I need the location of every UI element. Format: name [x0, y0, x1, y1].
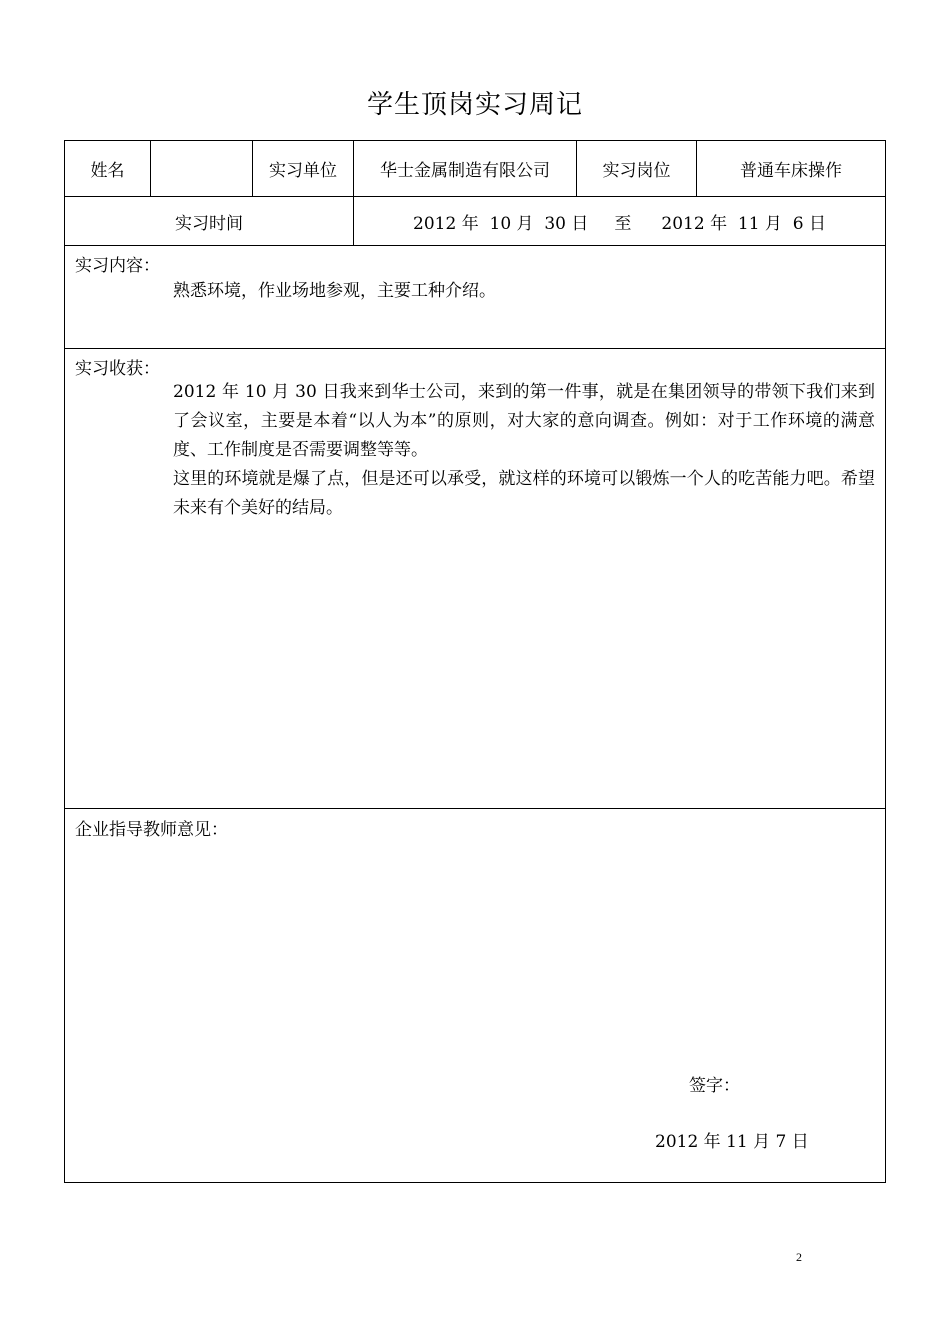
opinion-label: 企业指导教师意见： [75, 820, 228, 840]
signature-label: 签字： [689, 1076, 740, 1096]
time-separator: 至 [614, 213, 632, 234]
content-label: 实习内容： [75, 256, 160, 276]
time-end: 2012 年 11 月 6 日 [661, 213, 826, 234]
name-label: 姓名 [90, 161, 125, 181]
time-start: 2012 年 10 月 30 日 [413, 213, 589, 234]
content-text: 熟悉环境，作业场地参观，主要工种介绍。 [173, 281, 496, 301]
post-value: 普通车床操作 [740, 161, 842, 181]
harvest-paragraph: 这里的环境就是爆了点，但是还可以承受，就这样的环境可以锻炼一个人的吃苦能力吧。希望未来有个美好的结局。 [173, 469, 875, 518]
journal-table [64, 140, 886, 1183]
page-title: 学生顶岗实习周记 [366, 90, 583, 120]
row-divider [65, 348, 885, 349]
name-field [151, 141, 252, 196]
page-number: 2 [796, 1250, 802, 1264]
post-label: 实习岗位 [602, 161, 671, 181]
harvest-label: 实习收获： [75, 359, 160, 379]
row-divider [65, 808, 885, 809]
signature-date: 2012 年 11 月 7 日 [655, 1132, 809, 1152]
time-label: 实习时间 [175, 213, 243, 234]
row-divider [65, 245, 885, 246]
harvest-text [173, 378, 875, 523]
harvest-paragraph: 2012 年 10 月 30 日我来到华士公司，来到的第一件事，就是在集团领导的带领下我们来到了会议室，主要是本着“以人为本”的原则，对大家的意向调查。例如：对于工作环境的满意度、工作制度是否需要调整等等。 [173, 382, 875, 460]
time-range [354, 197, 885, 245]
unit-value: 华士金属制造有限公司 [380, 161, 550, 181]
unit-label: 实习单位 [269, 161, 337, 181]
